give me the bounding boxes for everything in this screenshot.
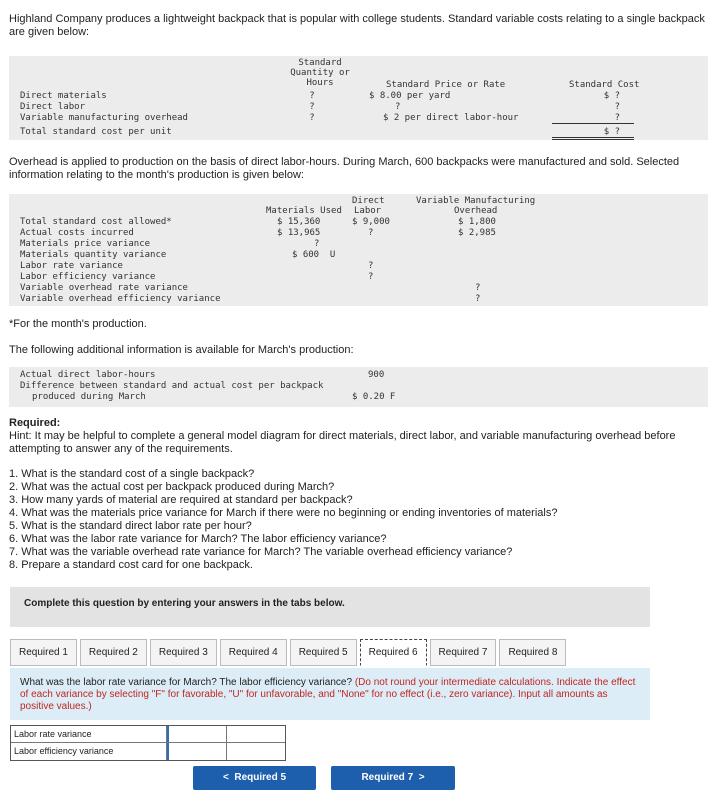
- labor-efficiency-variance-effect-select[interactable]: [227, 743, 285, 760]
- question-item: 5. What is the standard direct labor rate per hour?: [9, 520, 252, 532]
- march-row-label: Materials price variance: [20, 239, 151, 249]
- march-row-label: Labor efficiency variance: [20, 272, 156, 282]
- question-item: 3. How many yards of material are required at standard per backpack?: [9, 494, 353, 506]
- labor-rate-variance-effect-select[interactable]: [227, 726, 285, 742]
- chevron-left-icon: <: [222, 772, 229, 783]
- tab-required-8[interactable]: Required 8: [499, 639, 566, 666]
- march-row-label: Variable overhead rate variance: [20, 283, 188, 293]
- std-row-label: Direct materials: [20, 91, 107, 101]
- march-header-labor-2: Labor: [354, 206, 382, 216]
- std-header-qty-2: Quantity or: [290, 68, 350, 78]
- intro-text: Highland Company produces a lightweight backpack that is popular with college students. Standard variable costs relating to a single backpack are given below:: [9, 13, 705, 38]
- march-row-labor: ?: [368, 272, 374, 282]
- tab-required-4[interactable]: Required 4: [220, 639, 287, 666]
- instruction-banner-text: Complete this question by entering your answers in the tabs below.: [24, 598, 345, 609]
- march-row-voh: $ 1,800: [458, 217, 496, 227]
- std-row-price: $ 8.00 per yard: [369, 91, 451, 101]
- question-item: 4. What was the materials price variance for March if there were no beginning or ending inventories of materials?: [9, 507, 558, 519]
- hint-text: Hint: It may be helpful to complete a general model diagram for direct materials, direct labor, and variable manufacturing overhead before attempting to answer any of the requirements.: [9, 430, 676, 455]
- add-row-value: $ 0.20 F: [352, 392, 396, 402]
- march-row-materials: $ 13,965: [277, 228, 321, 238]
- tab-required-7[interactable]: Required 7: [430, 639, 497, 666]
- std-header-qty-3: Hours: [306, 78, 334, 88]
- march-header-voh-2: Overhead: [454, 206, 498, 216]
- march-row-voh: $ 2,985: [458, 228, 496, 238]
- question-item: 7. What was the variable overhead rate variance for March? The variable overhead efficiency variance?: [9, 546, 513, 558]
- std-row-label: Direct labor: [20, 102, 86, 112]
- std-row-qty: ?: [309, 102, 315, 112]
- prev-button-label: Required 5: [234, 772, 287, 783]
- labor-efficiency-variance-amount-input[interactable]: [167, 743, 227, 760]
- labor-rate-variance-amount-input[interactable]: [167, 726, 227, 742]
- total-rule: [552, 137, 634, 140]
- std-total-label: Total standard cost per unit: [20, 127, 172, 137]
- std-row-qty: ?: [309, 91, 315, 101]
- march-row-materials: ?: [314, 239, 320, 249]
- chevron-right-icon: >: [418, 772, 425, 783]
- answer-label: Labor efficiency variance: [11, 743, 167, 760]
- overhead-text: Overhead is applied to production on the basis of direct labor-hours. During March, 600 backpacks were manufactured and sold. Selected information relating to the month's production is given below:: [9, 156, 680, 181]
- answer-grid: [10, 725, 286, 761]
- std-row-price: $ 2 per direct labor-hour: [383, 113, 519, 123]
- tab-required-3[interactable]: Required 3: [150, 639, 217, 666]
- march-row-labor: ?: [368, 261, 374, 271]
- tab-required-2[interactable]: Required 2: [80, 639, 147, 666]
- std-header-cost: Standard Cost: [569, 80, 640, 90]
- add-row-value: 900: [368, 370, 385, 380]
- prompt-main: What was the labor rate variance for March? The labor efficiency variance?: [20, 677, 353, 688]
- answer-row: [11, 743, 285, 760]
- march-row-materials: $ 15,360: [277, 217, 321, 227]
- question-prompt: [10, 668, 650, 720]
- std-row-label: Variable manufacturing overhead: [20, 113, 188, 123]
- march-row-label: Materials quantity variance: [20, 250, 167, 260]
- prompt-instruction: (Do not round your intermediate calculations. Indicate the effect of each variance by selecting "F" for favorable, "U" for unfavorable, and "None" for no effect (i.e., zero variance). Input all amounts as positive values.): [20, 677, 636, 712]
- prev-required-button[interactable]: [193, 766, 316, 790]
- std-row-qty: ?: [309, 113, 315, 123]
- tab-required-1[interactable]: Required 1: [10, 639, 77, 666]
- std-row-cost: ?: [614, 102, 620, 112]
- march-header-voh-1: Variable Manufacturing: [416, 196, 536, 206]
- next-required-button[interactable]: [331, 766, 455, 790]
- std-header-qty-1: Standard: [298, 58, 342, 68]
- std-row-price: ?: [395, 102, 401, 112]
- std-header-price: Standard Price or Rate: [386, 80, 506, 90]
- march-row-label: Total standard cost allowed*: [20, 217, 172, 227]
- tab-required-6[interactable]: Required 6: [360, 639, 427, 666]
- march-row-labor: $ 9,000: [352, 217, 390, 227]
- march-header-labor-1: Direct: [352, 196, 385, 206]
- answer-row: [11, 726, 285, 743]
- instruction-banner: [10, 587, 650, 627]
- march-row-materials: $ 600 U: [292, 250, 336, 260]
- subtotal-rule: [552, 123, 634, 124]
- question-item: 2. What was the actual cost per backpack produced during March?: [9, 481, 335, 493]
- march-row-voh: ?: [475, 294, 481, 304]
- next-button-label: Required 7: [361, 772, 414, 783]
- march-row-label: Actual costs incurred: [20, 228, 134, 238]
- march-header-materials: Materials Used: [266, 206, 342, 216]
- march-row-voh: ?: [475, 283, 481, 293]
- add-row-label: Actual direct labor-hours: [20, 370, 156, 380]
- std-total-cost: $ ?: [603, 127, 620, 137]
- footnote: *For the month's production.: [9, 318, 147, 330]
- std-row-cost: ?: [614, 113, 620, 123]
- question-item: 8. Prepare a standard cost card for one backpack.: [9, 559, 253, 571]
- march-row-label: Labor rate variance: [20, 261, 123, 271]
- additional-info-text: The following additional information is available for March's production:: [9, 344, 354, 356]
- std-row-cost: $ ?: [603, 91, 620, 101]
- answer-label: Labor rate variance: [11, 726, 167, 742]
- requirement-tabs: [10, 639, 650, 667]
- tab-required-5[interactable]: Required 5: [290, 639, 357, 666]
- march-row-labor: ?: [368, 228, 374, 238]
- march-row-label: Variable overhead efficiency variance: [20, 294, 221, 304]
- add-row-label: Difference between standard and actual cost per backpack: [20, 381, 324, 391]
- add-row-label-cont: produced during March: [32, 392, 146, 402]
- question-item: 6. What was the labor rate variance for March? The labor efficiency variance?: [9, 533, 387, 545]
- question-item: 1. What is the standard cost of a single backpack?: [9, 468, 255, 480]
- required-heading: Required:: [9, 417, 61, 429]
